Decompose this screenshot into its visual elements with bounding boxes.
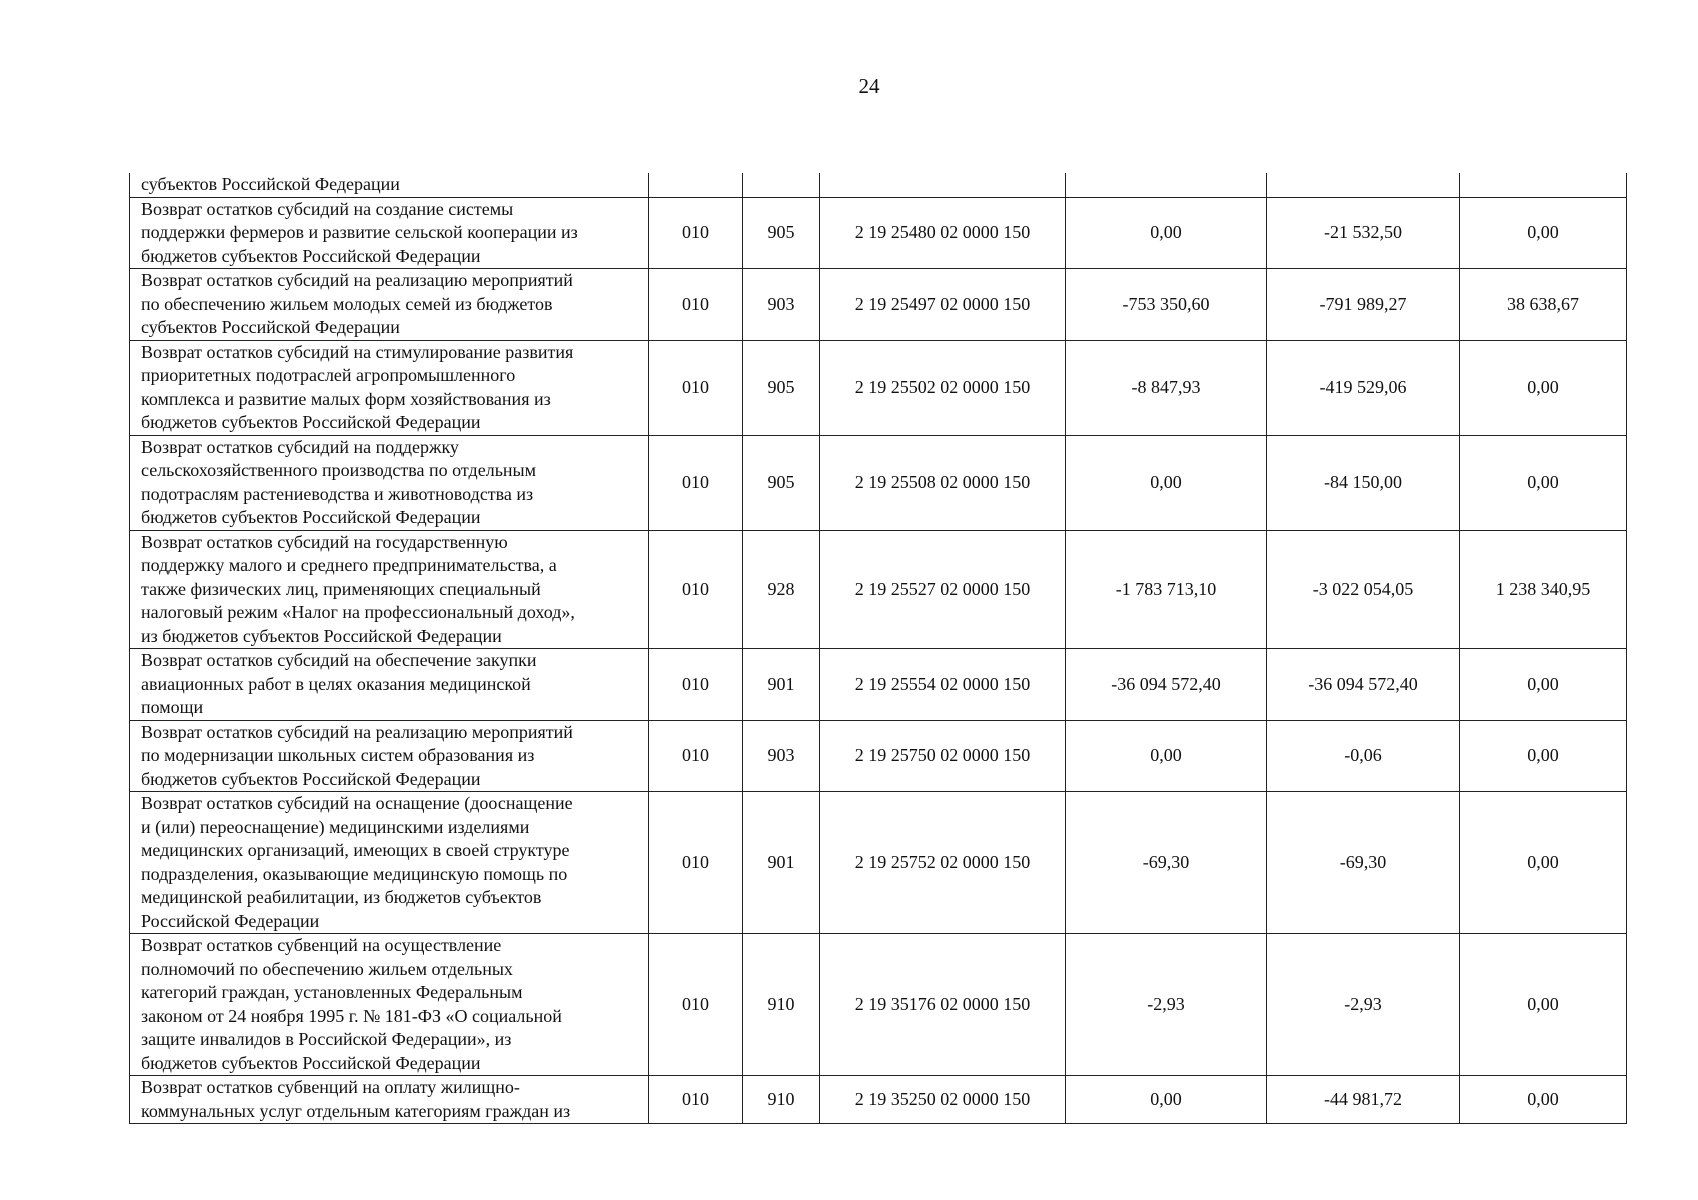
budget-code-cell: 2 19 25497 02 0000 150 [820, 269, 1066, 341]
table-row-continuation [130, 173, 1627, 197]
description-line: и (или) переоснащение) медицинскими изделиями [141, 816, 530, 837]
amount-cell-1: 0,00 [1066, 435, 1267, 530]
description-line: налоговый режим «Налог на профессиональный доход», [141, 602, 575, 622]
budget-code-cell: 2 19 25480 02 0000 150 [820, 197, 1066, 269]
section-code-cell: 010 [649, 435, 743, 530]
admin-code-cell: 901 [743, 649, 820, 721]
description-line: категорий граждан, установленных Федеральным [141, 982, 523, 1002]
description-line: из бюджетов субъектов Российской Федерации [141, 625, 502, 646]
amount-cell-1: 0,00 [1066, 197, 1267, 269]
description-line: Возврат остатков субсидий на создание системы [141, 198, 514, 219]
amount-cell-3: 0,00 [1460, 1076, 1627, 1124]
description-line: Возврат остатков субсидий на оснащение (дооснащение [141, 793, 573, 813]
amount-cell-3: 0,00 [1460, 435, 1627, 530]
amount-cell-1: -36 094 572,40 [1066, 649, 1267, 721]
amount-cell-3: 0,00 [1460, 649, 1627, 721]
description-line: также физических лиц, применяющих специальный [141, 578, 541, 599]
amount-cell-2: -0,06 [1267, 720, 1460, 792]
description-line: Возврат остатков субвенций на осуществление [141, 935, 502, 955]
description-line: бюджетов субъектов Российской Федерации [141, 245, 481, 266]
cell-empty [1267, 173, 1460, 197]
admin-code-cell: 903 [743, 720, 820, 792]
section-code-cell: 010 [649, 197, 743, 269]
page-number: 24 [858, 74, 880, 98]
row-description [130, 269, 649, 341]
cell-empty [1066, 173, 1267, 197]
table-row [130, 197, 1627, 269]
description-line: субъектов Российской Федерации [141, 317, 400, 337]
description-line: помощи [141, 697, 204, 717]
amount-cell-1: 0,00 [1066, 720, 1267, 792]
budget-code-cell: 2 19 25752 02 0000 150 [820, 792, 1066, 934]
amount-cell-1: -2,93 [1066, 934, 1267, 1076]
row-description [130, 435, 649, 530]
amount-cell-2: -84 150,00 [1267, 435, 1460, 530]
description-line: коммунальных услуг отдельным категориям граждан из [141, 1100, 571, 1121]
table-row [130, 1076, 1627, 1124]
description-line: подотраслям растениеводства и животноводства из [141, 483, 534, 504]
table-row [130, 435, 1627, 530]
amount-cell-2: -44 981,72 [1267, 1076, 1460, 1124]
description-line: поддержку малого и среднего предпринимательства, а [141, 555, 557, 575]
budget-code-cell: 2 19 25750 02 0000 150 [820, 720, 1066, 792]
budget-code-cell: 2 19 35250 02 0000 150 [820, 1076, 1066, 1124]
row-description [130, 530, 649, 649]
description-line: Возврат остатков субвенций на оплату жилищно- [141, 1077, 520, 1097]
description-line: комплекса и развитие малых форм хозяйствования из [141, 388, 551, 409]
amount-cell-3: 0,00 [1460, 720, 1627, 792]
amount-cell-2: -791 989,27 [1267, 269, 1460, 341]
description-line: полномочий по обеспечению жильем отдельных [141, 958, 513, 979]
description-line: по обеспечению жильем молодых семей из бюджетов [141, 293, 553, 314]
amount-cell-1: -1 783 713,10 [1066, 530, 1267, 649]
continuation-text: субъектов Российской Федерации [130, 173, 649, 197]
description-line: Российской Федерации [141, 910, 320, 931]
table-row [130, 530, 1627, 649]
amount-cell-3: 0,00 [1460, 792, 1627, 934]
amount-cell-3: 0,00 [1460, 340, 1627, 435]
amount-cell-2: -3 022 054,05 [1267, 530, 1460, 649]
row-description [130, 720, 649, 792]
admin-code-cell: 928 [743, 530, 820, 649]
description-line: медицинской реабилитации, из бюджетов субъектов [141, 887, 542, 907]
budget-code-cell: 2 19 35176 02 0000 150 [820, 934, 1066, 1076]
budget-table [129, 173, 1627, 1124]
description-line: поддержки фермеров и развитие сельской кооперации из [141, 222, 578, 242]
section-code-cell: 010 [649, 934, 743, 1076]
admin-code-cell: 903 [743, 269, 820, 341]
table-row [130, 340, 1627, 435]
description-line: бюджетов субъектов Российской Федерации [141, 412, 481, 432]
description-line: Возврат остатков субсидий на стимулирование развития [141, 341, 574, 362]
description-line: медицинских организаций, имеющих в своей структуре [141, 840, 570, 860]
description-line: бюджетов субъектов Российской Федерации [141, 768, 481, 789]
description-line: защите инвалидов в Российской Федерации», из [141, 1029, 512, 1049]
amount-cell-1: 0,00 [1066, 1076, 1267, 1124]
amount-cell-2: -419 529,06 [1267, 340, 1460, 435]
table-row [130, 934, 1627, 1076]
description-line: авиационных работ в целях оказания медицинской [141, 673, 531, 694]
description-line: приоритетных подотраслей агропромышленного [141, 365, 516, 385]
section-code-cell: 010 [649, 649, 743, 721]
row-description [130, 649, 649, 721]
description-line: подразделения, оказывающие медицинскую помощь по [141, 863, 568, 884]
amount-cell-1: -8 847,93 [1066, 340, 1267, 435]
section-code-cell: 010 [649, 792, 743, 934]
cell-empty [1460, 173, 1627, 197]
description-line: Возврат остатков субсидий на государственную [141, 531, 508, 552]
description-line: сельскохозяйственного производства по отдельным [141, 460, 537, 480]
section-code-cell: 010 [649, 269, 743, 341]
amount-cell-3: 0,00 [1460, 934, 1627, 1076]
row-description [130, 792, 649, 934]
description-line: Возврат остатков субсидий на поддержку [141, 436, 459, 457]
section-code-cell: 010 [649, 720, 743, 792]
amount-cell-2: -21 532,50 [1267, 197, 1460, 269]
cell-empty [649, 173, 743, 197]
admin-code-cell: 910 [743, 1076, 820, 1124]
admin-code-cell: 901 [743, 792, 820, 934]
description-line: бюджетов субъектов Российской Федерации [141, 507, 481, 527]
amount-cell-3: 1 238 340,95 [1460, 530, 1627, 649]
amount-cell-2: -36 094 572,40 [1267, 649, 1460, 721]
budget-code-cell: 2 19 25554 02 0000 150 [820, 649, 1066, 721]
section-code-cell: 010 [649, 530, 743, 649]
table-row [130, 792, 1627, 934]
budget-code-cell: 2 19 25527 02 0000 150 [820, 530, 1066, 649]
admin-code-cell: 905 [743, 435, 820, 530]
description-line: законом от 24 ноября 1995 г. № 181-ФЗ «О социальной [141, 1005, 562, 1026]
description-line: Возврат остатков субсидий на реализацию мероприятий [141, 721, 573, 742]
admin-code-cell: 905 [743, 197, 820, 269]
admin-code-cell: 910 [743, 934, 820, 1076]
table-row [130, 269, 1627, 341]
section-code-cell: 010 [649, 1076, 743, 1124]
amount-cell-2: -2,93 [1267, 934, 1460, 1076]
row-description [130, 1076, 649, 1124]
description-line: Возврат остатков субсидий на обеспечение закупки [141, 650, 537, 670]
budget-code-cell: 2 19 25502 02 0000 150 [820, 340, 1066, 435]
row-description [130, 340, 649, 435]
amount-cell-3: 0,00 [1460, 197, 1627, 269]
table-row [130, 649, 1627, 721]
amount-cell-3: 38 638,67 [1460, 269, 1627, 341]
cell-empty [820, 173, 1066, 197]
row-description [130, 934, 649, 1076]
description-line: по модернизации школьных систем образования из [141, 745, 535, 765]
amount-cell-1: -753 350,60 [1066, 269, 1267, 341]
amount-cell-1: -69,30 [1066, 792, 1267, 934]
description-line: бюджетов субъектов Российской Федерации [141, 1052, 481, 1073]
description-line: Возврат остатков субсидий на реализацию мероприятий [141, 270, 573, 290]
table-row [130, 720, 1627, 792]
budget-code-cell: 2 19 25508 02 0000 150 [820, 435, 1066, 530]
row-description [130, 197, 649, 269]
section-code-cell: 010 [649, 340, 743, 435]
cell-empty [743, 173, 820, 197]
table-body [130, 173, 1627, 1124]
admin-code-cell: 905 [743, 340, 820, 435]
amount-cell-2: -69,30 [1267, 792, 1460, 934]
